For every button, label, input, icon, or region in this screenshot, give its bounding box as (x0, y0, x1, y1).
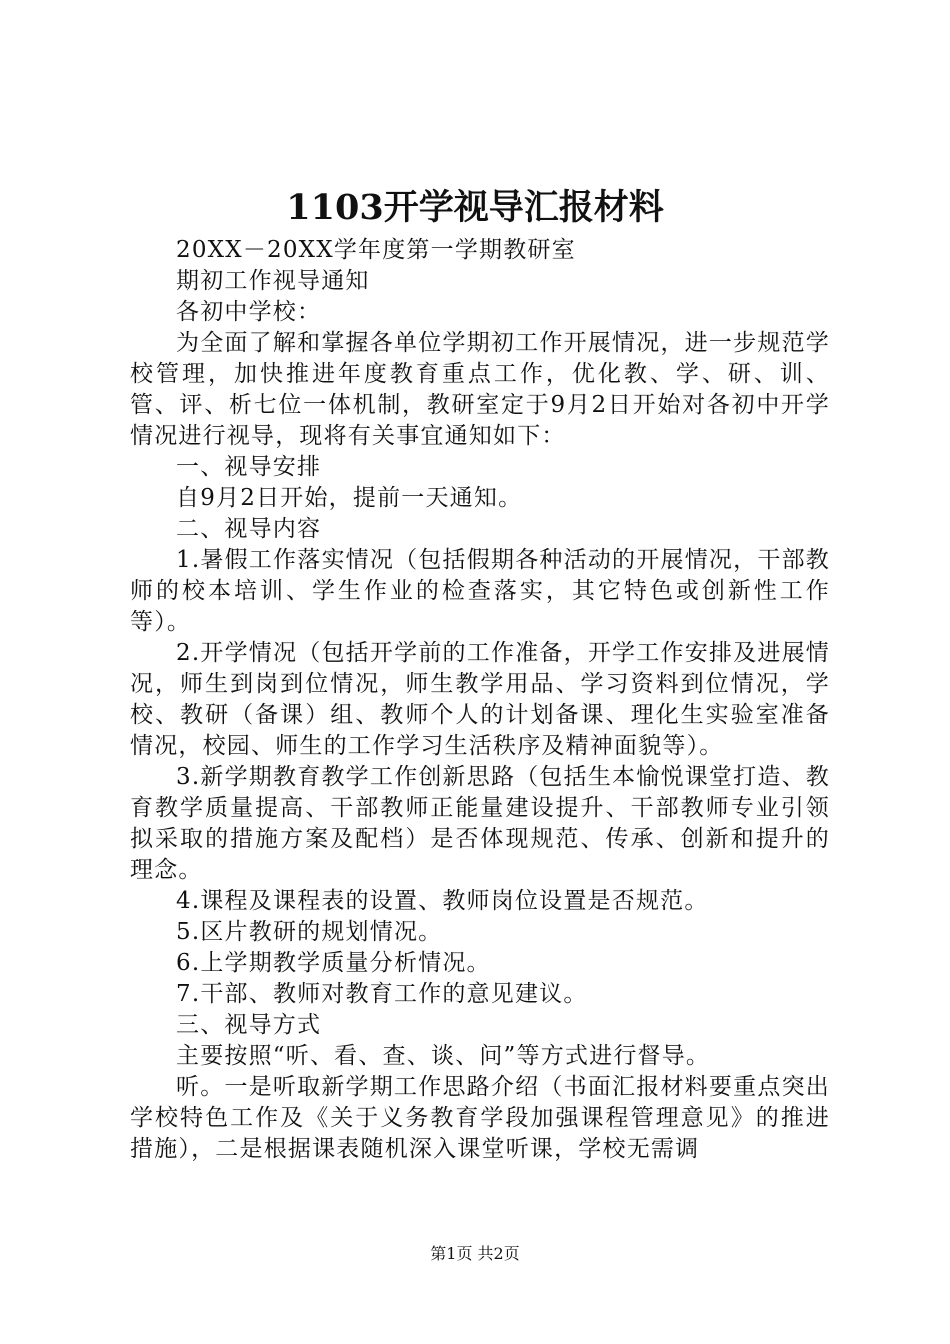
document-body (130, 235, 830, 1165)
paragraph-listen: 听。一是听取新学期工作思路介绍（书面汇报材料要重点突出学校特色工作及《关于义务教育学段加强课程管理意见》的推进措施），二是根据课表随机深入课堂听课，学校无需调 (130, 1074, 830, 1162)
list-item-5: 5.区片教研的规划情况。 (176, 919, 443, 945)
paragraph-salutation: 各初中学校： (176, 299, 322, 325)
list-item-3: 3.新学期教育教学工作创新思路（包括生本愉悦课堂打造、教育教学质量提高、干部教师正能量建设提升、干部教师专业引领拟采取的措施方案及配档）是否体现规范、传承、创新和提升的理念。 (130, 764, 830, 883)
list-item-4: 4.课程及课程表的设置、教师岗位设置是否规范。 (176, 888, 709, 914)
list-item-1: 1.暑假工作落实情况（包括假期各种活动的开展情况，干部教师的校本培训、学生作业的检查落实，其它特色或创新性工作等）。 (130, 547, 830, 635)
section-heading-content: 二、视导内容 (176, 516, 322, 542)
section-heading-method: 三、视导方式 (176, 1012, 322, 1038)
list-item-6: 6.上学期教学质量分析情况。 (176, 950, 491, 976)
paragraph-notice-title: 期初工作视导通知 (176, 268, 370, 294)
paragraph-intro: 为全面了解和掌握各单位学期初工作开展情况，进一步规范学校管理，加快推进年度教育重点工作，优化教、学、研、训、管、评、析七位一体机制，教研室定于9月2日开始对各初中开学情况进行视导，现将有关事宜通知如下： (130, 330, 830, 449)
paragraph-method: 主要按照“听、看、查、谈、问”等方式进行督导。 (176, 1043, 711, 1069)
list-item-7: 7.干部、教师对教育工作的意见建议。 (176, 981, 588, 1007)
document-title: 1103开学视导汇报材料 (286, 187, 664, 228)
page-footer: 第1页 共2页 (430, 1244, 520, 1263)
paragraph-term-header: 20XX－20XX学年度第一学期教研室 (176, 237, 576, 263)
section-heading-arrangement: 一、视导安排 (176, 454, 322, 480)
list-item-2: 2.开学情况（包括开学前的工作准备，开学工作安排及进展情况，师生到岗到位情况，师生教学用品、学习资料到位情况，学校、教研（备课）组、教师个人的计划备课、理化生实验室准备情况，校园、师生的工作学习生活秩序及精神面貌等）。 (130, 640, 830, 759)
paragraph-arrangement: 自9月2日开始，提前一天通知。 (176, 485, 523, 511)
